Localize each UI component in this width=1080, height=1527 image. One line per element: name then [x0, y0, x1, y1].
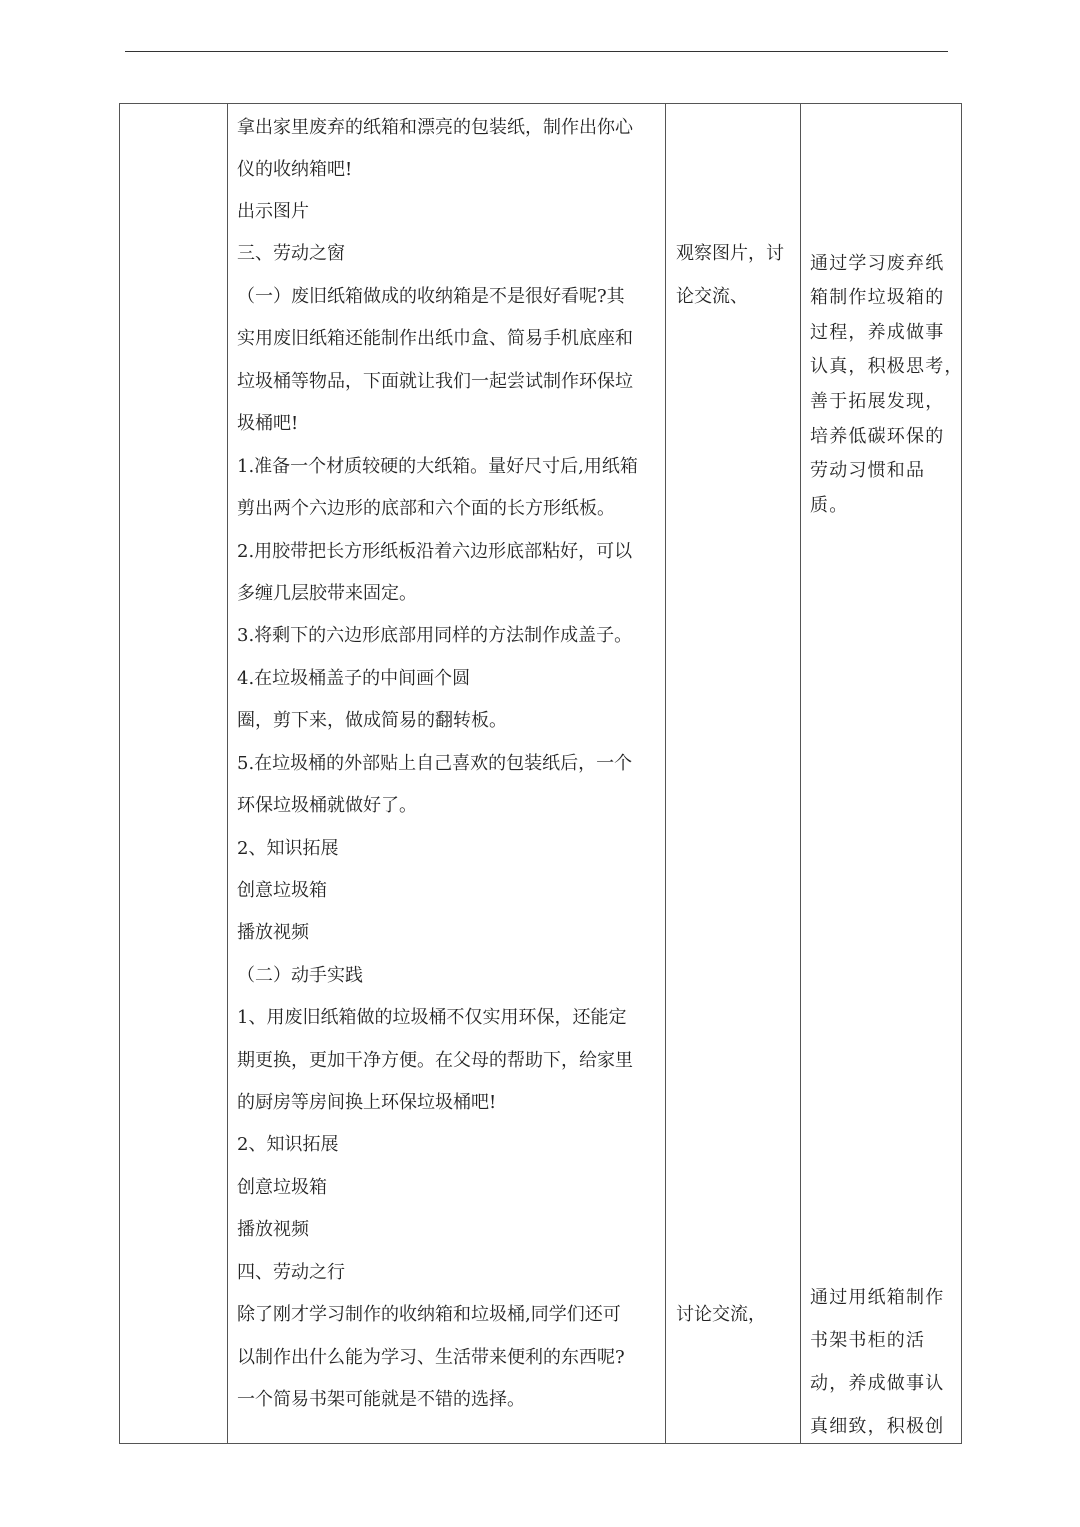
content-line: 四、劳动之行 — [237, 1262, 345, 1283]
column-divider — [665, 104, 666, 1443]
content-line: （一）废旧纸箱做成的收纳箱是不是很好看呢?其 — [237, 286, 625, 307]
content-line: 1.准备一个材质较硬的大纸箱。量好尺寸后,用纸箱 — [237, 456, 638, 477]
content-line: 3.将剩下的六边形底部用同样的方法制作成盖子。 — [237, 625, 633, 646]
intent-line: 劳动习惯和品 — [810, 460, 926, 481]
student-line: 讨论交流， — [676, 1304, 766, 1325]
intent-line: 质。 — [810, 495, 849, 516]
content-line: 环保垃圾桶就做好了。 — [237, 795, 417, 816]
content-line: 剪出两个六边形的底部和六个面的长方形纸板。 — [237, 498, 615, 519]
intent-line: 真细致，积极创 — [810, 1416, 945, 1437]
student-line: 论交流、 — [676, 286, 748, 307]
content-line: 5.在垃圾桶的外部贴上自己喜欢的包装纸后，一个 — [237, 753, 633, 774]
content-line: 播放视频 — [237, 1219, 309, 1240]
student-line: 观察图片，讨 — [676, 243, 784, 264]
content-line: 1、用废旧纸箱做的垃圾桶不仅实用环保，还能定 — [237, 1007, 627, 1028]
intent-line: 箱制作垃圾箱的 — [810, 287, 945, 308]
content-line: 期更换，更加干净方便。在父母的帮助下，给家里 — [237, 1050, 633, 1071]
content-line: 创意垃圾箱 — [237, 1177, 327, 1198]
content-line: 圈，剪下来，做成简易的翻转板。 — [237, 710, 507, 731]
content-line: 播放视频 — [237, 922, 309, 943]
content-line: 多缠几层胶带来固定。 — [237, 583, 417, 604]
content-line: 实用废旧纸箱还能制作出纸巾盒、简易手机底座和 — [237, 328, 633, 349]
intent-line: 培养低碳环保的 — [810, 426, 945, 447]
column-divider — [800, 104, 801, 1443]
content-line: 的厨房等房间换上环保垃圾桶吧! — [237, 1092, 497, 1113]
header-rule — [125, 51, 948, 52]
intent-line: 通过用纸箱制作 — [810, 1287, 945, 1308]
intent-line: 认真，积极思考， — [810, 356, 964, 377]
content-line: 仪的收纳箱吧! — [237, 159, 353, 180]
content-line: 创意垃圾箱 — [237, 880, 327, 901]
content-line: 除了刚才学习制作的收纳箱和垃圾桶,同学们还可 — [237, 1304, 621, 1325]
intent-line: 书架书柜的活 — [810, 1330, 926, 1351]
intent-line: 通过学习废弃纸 — [810, 253, 945, 274]
content-line: 2、知识拓展 — [237, 1134, 339, 1155]
intent-line: 善于拓展发现， — [810, 391, 945, 412]
content-line: 以制作出什么能为学习、生活带来便利的东西呢? — [237, 1347, 625, 1368]
column-divider — [227, 104, 228, 1443]
content-line: 垃圾桶等物品，下面就让我们一起尝试制作环保垃 — [237, 371, 633, 392]
content-line: 2、知识拓展 — [237, 838, 339, 859]
content-line: （二）动手实践 — [237, 965, 363, 986]
content-line: 出示图片 — [237, 201, 309, 222]
intent-line: 动，养成做事认 — [810, 1373, 945, 1394]
content-line: 一个简易书架可能就是不错的选择。 — [237, 1389, 525, 1410]
content-line: 4.在垃圾桶盖子的中间画个圆 — [237, 668, 471, 689]
content-line: 三、劳动之窗 — [237, 243, 345, 264]
content-line: 拿出家里废弃的纸箱和漂亮的包装纸，制作出你心 — [237, 117, 633, 138]
content-line: 2.用胶带把长方形纸板沿着六边形底部粘好，可以 — [237, 541, 633, 562]
intent-line: 过程，养成做事 — [810, 322, 945, 343]
content-line: 圾桶吧! — [237, 413, 299, 434]
